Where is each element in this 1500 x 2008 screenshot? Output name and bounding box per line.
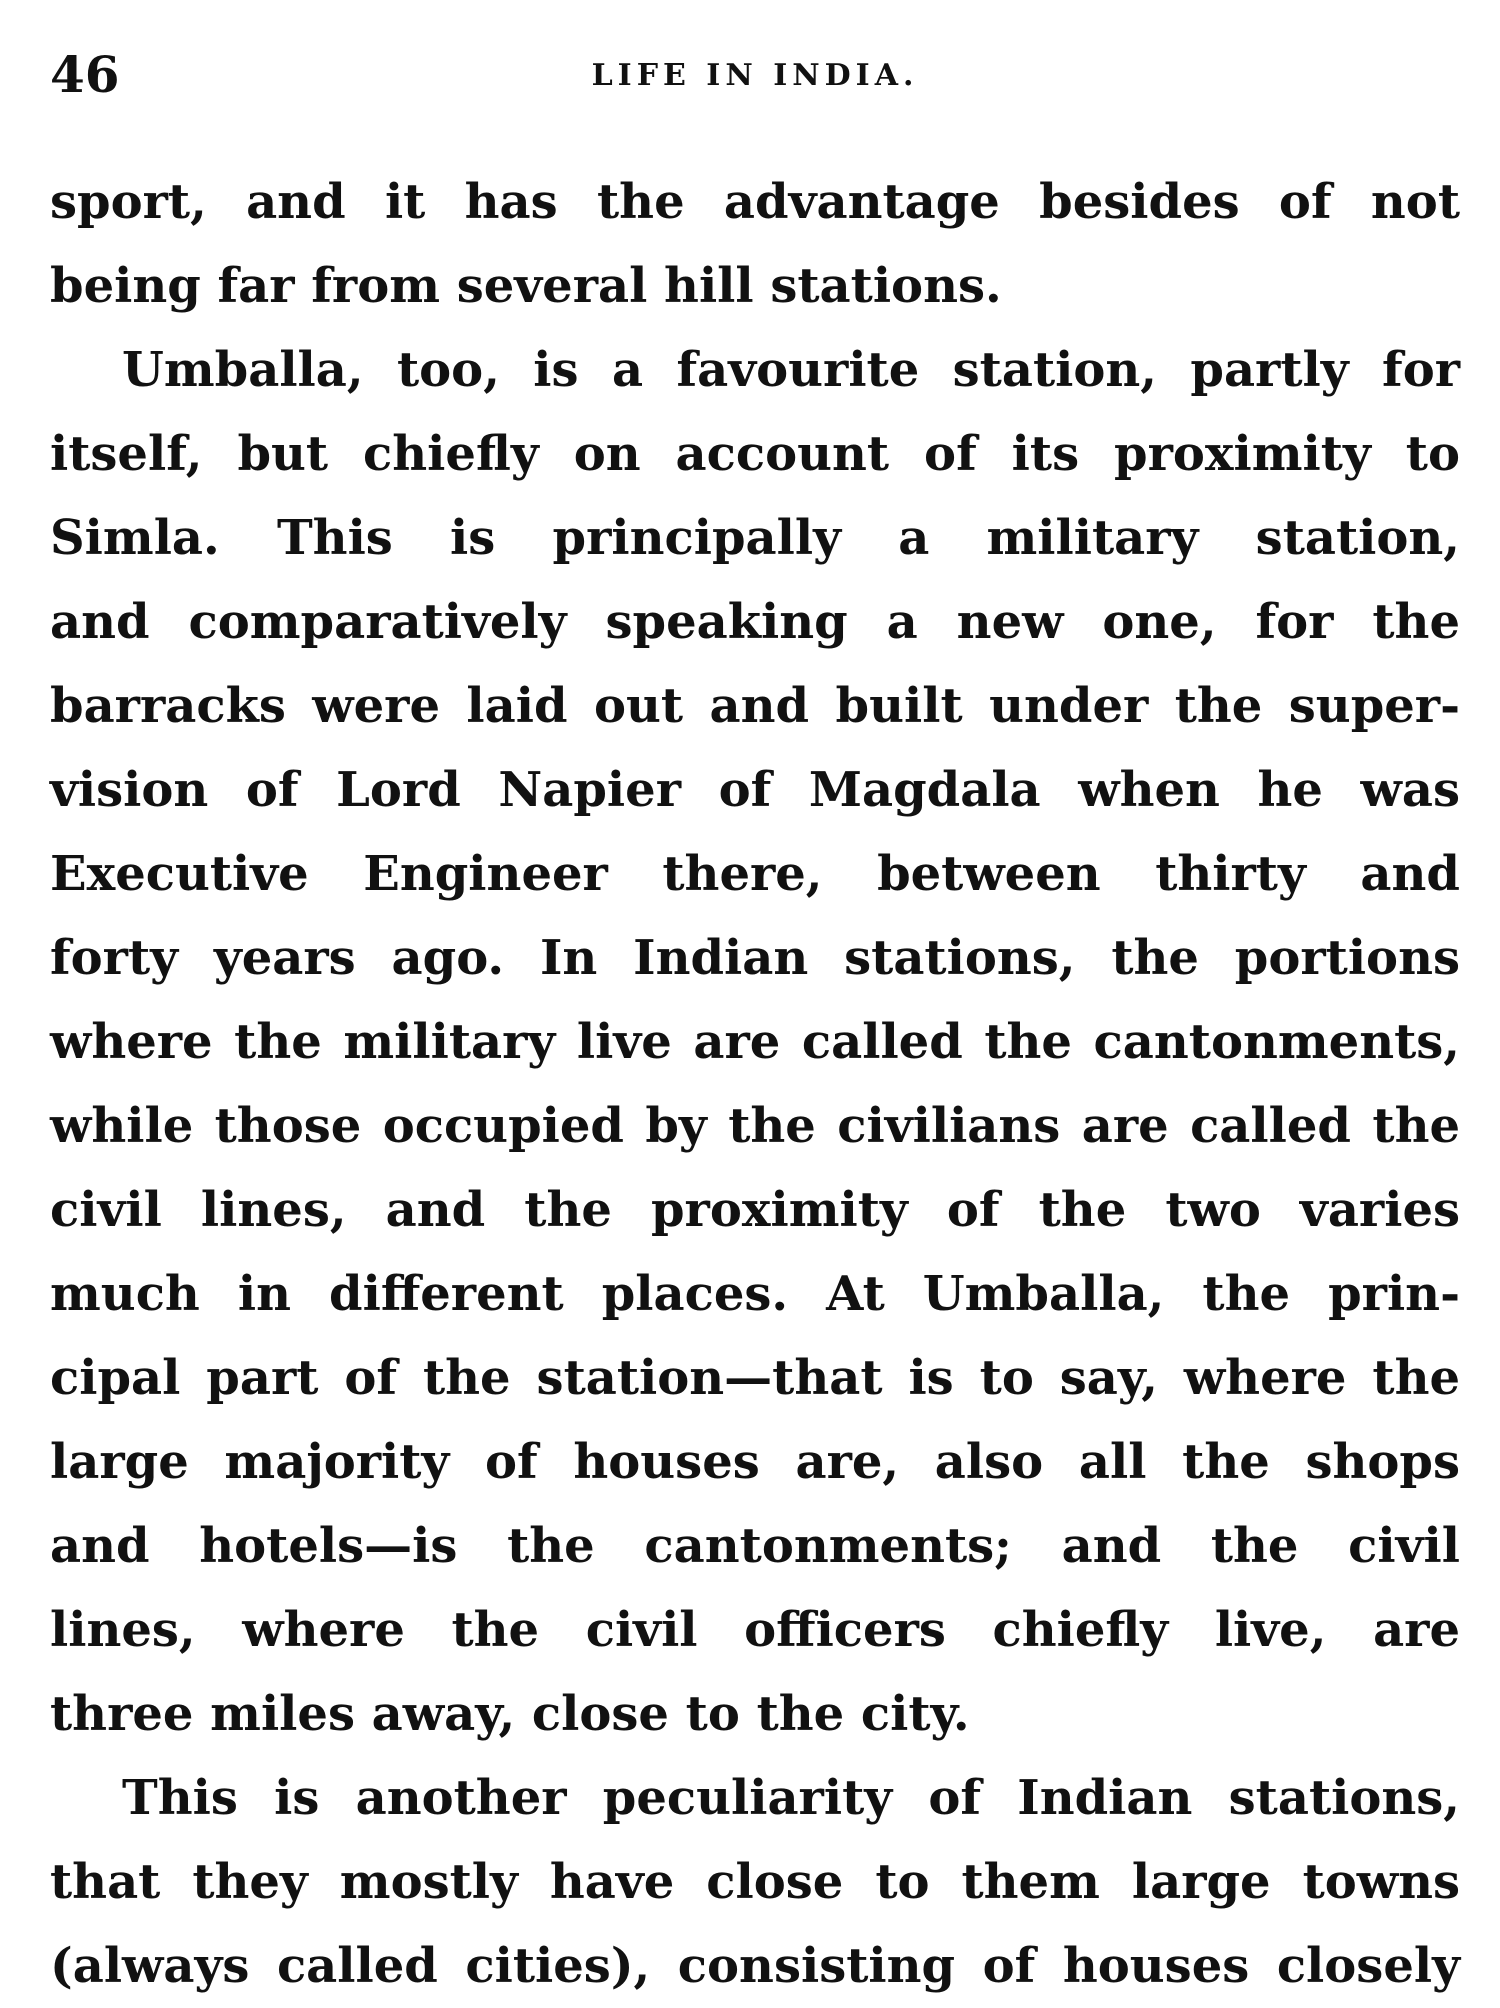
text-line: vision of Lord Napier of Magdala when he was xyxy=(50,762,1460,818)
text-line: being far from several hill stations. xyxy=(50,258,1002,314)
text-line: much in different places. At Umballa, the prin- xyxy=(50,1266,1460,1322)
text-line: Executive Engineer there, between thirty and xyxy=(50,846,1460,902)
text-line: where the military live are called the cantonments, xyxy=(50,1014,1460,1070)
text-line: This is another peculiarity of Indian stations, xyxy=(122,1770,1460,1826)
page-header xyxy=(50,40,1460,110)
text-line: Simla. This is principally a military station, xyxy=(50,510,1460,566)
text-line: civil lines, and the proximity of the two varies xyxy=(50,1182,1460,1238)
text-line: that they mostly have close to them large towns xyxy=(50,1854,1460,1910)
text-line: forty years ago. In Indian stations, the portions xyxy=(50,930,1460,986)
text-line: lines, where the civil officers chiefly live, are xyxy=(50,1602,1460,1658)
text-line: barracks were laid out and built under the super- xyxy=(50,678,1460,734)
text-line: (always called cities), consisting of houses closely xyxy=(50,1938,1460,1994)
text-line: large majority of houses are, also all the shops xyxy=(50,1434,1460,1490)
body-text xyxy=(50,160,1460,2008)
page-number: 46 xyxy=(50,45,120,104)
text-line: and hotels—is the cantonments; and the civil xyxy=(50,1518,1460,1574)
running-head: LIFE IN INDIA. xyxy=(591,58,919,93)
text-line: Umballa, too, is a favourite station, partly for xyxy=(122,342,1460,398)
text-line: sport, and it has the advantage besides of not xyxy=(50,174,1460,230)
text-line: itself, but chiefly on account of its proximity to xyxy=(50,426,1460,482)
text-line: three miles away, close to the city. xyxy=(50,1686,970,1742)
text-line: and comparatively speaking a new one, for the xyxy=(50,594,1460,650)
text-line: cipal part of the station—that is to say, where the xyxy=(50,1350,1460,1406)
text-line: while those occupied by the civilians are called the xyxy=(50,1098,1460,1154)
